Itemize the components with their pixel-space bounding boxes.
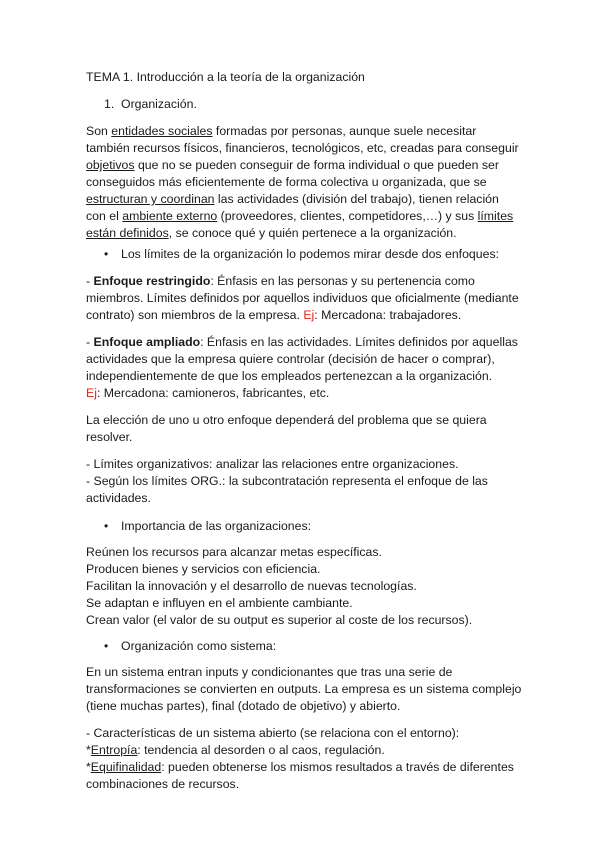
bullet-icon: • (104, 519, 109, 533)
underlined-term: Entropía (90, 743, 138, 757)
underlined-term: están definidos (86, 226, 169, 240)
underlined-term: entidades sociales (111, 124, 213, 138)
list-item: Producen bienes y servicios con eficiencia. (86, 562, 321, 576)
underlined-term: objetivos (86, 158, 135, 172)
bullet-heading: Los límites de la organización lo podemos mirar desde dos enfoques: (121, 247, 500, 261)
bullet-heading: Importancia de las organizaciones: (121, 519, 312, 533)
example-label: Ej (86, 386, 97, 400)
underlined-term: ambiente externo (122, 209, 218, 223)
underlined-term: estructuran y coordinan (86, 192, 215, 206)
list-item: Reúnen los recursos para alcanzar metas específicas. (86, 545, 382, 559)
list-item: Crean valor (el valor de su output es superior al coste de los recursos). (86, 613, 473, 627)
bullet-icon: • (104, 247, 109, 261)
section-heading: Organización. (121, 97, 197, 111)
underlined-term: Equifinalidad (90, 760, 162, 774)
list-item: Se adaptan e influyen en el ambiente cambiante. (86, 596, 353, 610)
bullet-heading: Organización como sistema: (121, 639, 277, 653)
bold-term: Enfoque restringido (93, 274, 211, 288)
underlined-term: límites (477, 209, 514, 223)
section-number: 1. (104, 97, 115, 111)
document-title: TEMA 1. Introducción a la teoría de la organización (86, 70, 365, 84)
list-item: Facilitan la innovación y el desarrollo de nuevas tecnologías. (86, 579, 417, 593)
bold-term: Enfoque ampliado (93, 335, 201, 349)
bullet-icon: • (104, 639, 109, 653)
example-label: Ej (303, 308, 315, 322)
